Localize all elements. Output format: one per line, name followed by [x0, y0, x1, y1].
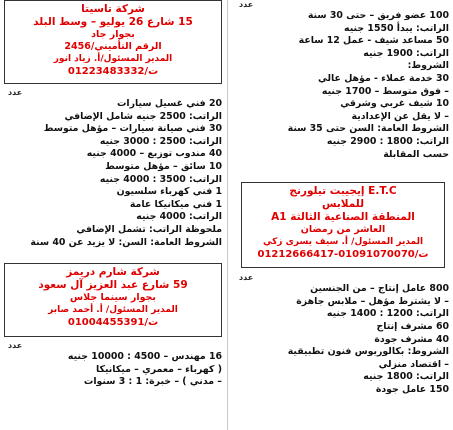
company-address: 15 شارع 26 يوليو – وسط البلد [33, 16, 193, 28]
company-landmark: بجوار سينما جلاس [70, 292, 156, 304]
jobs-list-top-right [231, 0, 453, 161]
company-landmark: بجوار جاد [91, 29, 135, 40]
job-line: الشروط: [407, 60, 449, 72]
job-line: الراتب: 1900 جنيه [363, 47, 449, 59]
job-line: 1 فني كهرباء سلسيون [116, 186, 222, 198]
jobs-list-bottom-left [0, 337, 228, 389]
job-line: الراتب: 2500 جنيه شامل الإضافي [64, 110, 222, 122]
company-insurance-number: الرقم التأميني/2456 [64, 41, 162, 52]
job-line: 800 عامل إنتاج – من الجنسين [310, 283, 449, 295]
job-line: – اقتصاد منزلي [378, 358, 449, 370]
job-line: الراتب: يبدأ 1550 جنيه [344, 22, 449, 34]
job-line: 150 عامل جودة [375, 383, 449, 395]
company-manager: المدير المسئول/ أ. سيف يسرى زكي [262, 237, 424, 248]
job-line: الراتب: 3500 : 4000 جنيه [99, 173, 222, 185]
job-line: الشروط العامة: السن: لا يزيد عن 40 سنة [30, 236, 222, 248]
jobs-list-bottom-right [231, 268, 453, 396]
company-name-etc: E.T.C إيجيبت تيلورنج [289, 185, 397, 198]
job-line: 60 مشرف إنتاج [376, 320, 449, 332]
job-line: ( كهرباء – معمري – ميكانيكا [95, 363, 222, 375]
job-line: الراتب: 1800 : 2900 جنيه [326, 135, 449, 147]
jobs-list-middle-left [0, 84, 228, 249]
job-line: – مدني ) – خبرة: 1 : 3 سنوات [83, 376, 222, 388]
company-address: المنطقة الصناعية الثالثة A1 [271, 211, 415, 224]
company-phone: 01004455391/ت [67, 317, 159, 329]
job-line: الشروط العامة: السن حتى 35 سنة [287, 123, 449, 135]
job-line: الراتب: 1200 : 1400 جنيه [326, 308, 449, 320]
job-line: 40 مندوب توزيع – 4000 جنيه [86, 148, 222, 160]
job-line: – لا يقل عن الإعدادية [351, 110, 449, 122]
job-line: 20 فني غسيل سيارات [116, 98, 222, 109]
job-line: الشروط: بكالوريوس فنون تطبيقية [287, 346, 449, 358]
company-manager: المدير المسئول/أ. زياد انور [53, 54, 173, 64]
job-line: – لا يشترط مؤهل – ملابس جاهزة [296, 295, 449, 307]
company-manager: المدير المسئول/ أ. أحمد صابر [48, 305, 178, 316]
count-header: عدد [8, 341, 23, 351]
count-header: عدد [239, 273, 254, 283]
company-name-sharm-dreams: شركة شارم دريمز [66, 266, 160, 279]
company-box-sharm-dreams [4, 263, 222, 337]
company-type: للملابس [321, 198, 365, 211]
job-line: – فوق متوسط – 1700 جنيه [321, 85, 449, 97]
job-line: 10 شيف غربي وشرقي [340, 98, 449, 110]
company-phone: 01223483332/ت [67, 66, 159, 77]
job-line: 100 عضو فريق – حتى 30 سنة [307, 10, 449, 21]
job-line: 10 سائق – مؤهل متوسط [105, 160, 222, 172]
count-header: عدد [239, 0, 254, 9]
company-name-tasita: شركة تاسيتا [81, 3, 145, 15]
count-header: عدد [8, 88, 23, 97]
company-box-tasita [4, 0, 222, 84]
company-address: 59 شارع عبد العزيز آل سعود [38, 279, 188, 292]
job-line: 30 خدمة عملاء - مؤهل عالي [318, 72, 449, 84]
job-line: 50 مساعد شيف - عمل 12 ساعة [298, 35, 449, 47]
job-line: 30 فني صيانة سيارات – مؤهل متوسط [43, 123, 222, 135]
company-box-etc [241, 182, 445, 268]
job-line: 16 مهندس – 4500 : 10000 جنيه [67, 351, 222, 363]
job-line: 1 فني ميكانيكا عامة [129, 198, 222, 210]
job-line: حسب المقابلة [383, 148, 449, 160]
left-column [0, 0, 228, 389]
job-line: 40 مشرف جودة [374, 333, 449, 345]
job-line: ملحوظة الراتب: تشمل الإضافي [76, 223, 222, 235]
job-line: الراتب: 2500 : 3000 جنيه [99, 135, 222, 147]
job-line: الراتب: 4000 جنيه [136, 211, 222, 223]
right-column [231, 0, 453, 396]
company-city: العاشر من رمضان [300, 224, 386, 236]
job-line: الراتب: 1800 جنيه [363, 371, 449, 383]
company-phone: 01212666417-01091070070/ت [257, 249, 429, 261]
